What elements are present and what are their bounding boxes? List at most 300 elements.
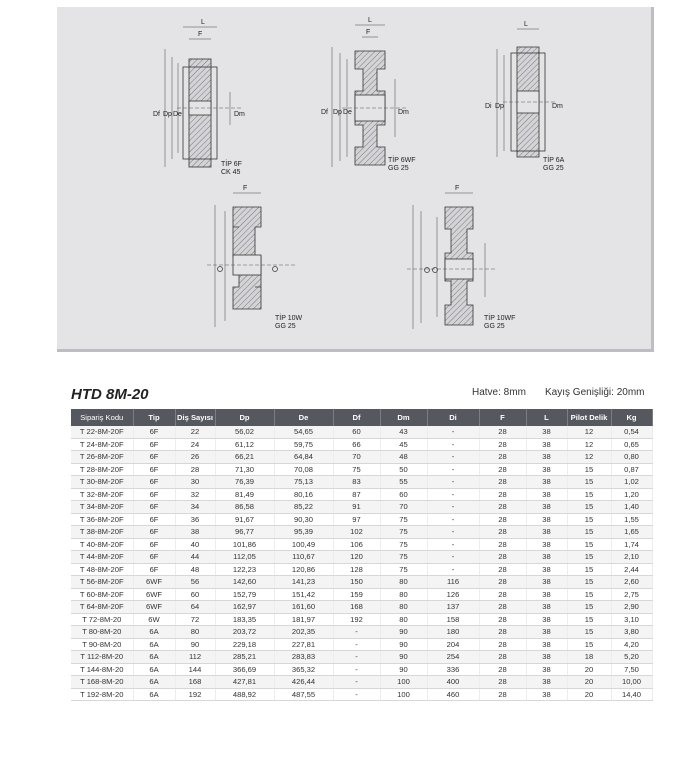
column-header: L — [526, 409, 567, 426]
table-cell: 110,67 — [274, 551, 333, 564]
label-tip-6a: TİP 6A GG 25 — [543, 157, 565, 172]
table-row — [71, 476, 652, 489]
table-cell: 38 — [526, 601, 567, 614]
table-cell: 15 — [567, 601, 611, 614]
column-header: Tip — [133, 409, 175, 426]
table-cell: 150 — [333, 576, 380, 589]
table-cell: 70 — [380, 501, 427, 514]
table-cell: - — [427, 501, 479, 514]
table-cell: 56 — [175, 576, 215, 589]
table-cell: 5,20 — [611, 651, 652, 664]
table-cell: 38 — [526, 638, 567, 651]
table-cell: 28 — [479, 451, 526, 464]
table-cell: 336 — [427, 663, 479, 676]
table-cell: 80 — [380, 601, 427, 614]
dim-di-3: Di — [485, 103, 492, 110]
table-cell: 86,58 — [215, 501, 274, 514]
table-cell: 116 — [427, 576, 479, 589]
table-cell: 183,35 — [215, 613, 274, 626]
table-cell: 285,21 — [215, 651, 274, 664]
table-cell: 12 — [567, 451, 611, 464]
table-cell: 1,74 — [611, 538, 652, 551]
dim-df-2: Df — [321, 109, 328, 116]
dim-l-2: L — [368, 17, 372, 24]
table-cell: T 60-8M-20F — [71, 588, 133, 601]
table-cell: 283,83 — [274, 651, 333, 664]
table-cell: 15 — [567, 501, 611, 514]
table-cell: 38 — [526, 663, 567, 676]
table-row — [71, 526, 652, 539]
table-cell: 38 — [526, 551, 567, 564]
label-tip-10w: TİP 10W GG 25 — [275, 315, 303, 330]
dim-f-4: F — [243, 185, 248, 192]
table-cell: - — [427, 476, 479, 489]
table-cell: 2,60 — [611, 576, 652, 589]
table-cell: 158 — [427, 613, 479, 626]
table-cell: 90 — [380, 663, 427, 676]
table-cell: 112 — [175, 651, 215, 664]
table-cell: 6A — [133, 688, 175, 701]
table-cell: 487,55 — [274, 688, 333, 701]
drawing-tip-6wf — [332, 25, 407, 167]
table-cell: 128 — [333, 563, 380, 576]
table-cell: 6F — [133, 513, 175, 526]
table-cell: T 44-8M-20F — [71, 551, 133, 564]
table-cell: 3,10 — [611, 613, 652, 626]
table-cell: 43 — [380, 426, 427, 438]
table-cell: 56,02 — [215, 426, 274, 438]
table-cell: 1,20 — [611, 488, 652, 501]
table-cell: 54,65 — [274, 426, 333, 438]
table-cell: 1,65 — [611, 526, 652, 539]
table-cell: 22 — [175, 426, 215, 438]
table-cell: 2,10 — [611, 551, 652, 564]
table-cell: 38 — [526, 626, 567, 639]
table-cell: T 168-8M-20 — [71, 676, 133, 689]
table-cell: 34 — [175, 501, 215, 514]
table-cell: 72 — [175, 613, 215, 626]
technical-drawings-panel — [57, 7, 654, 352]
table-cell: 6F — [133, 451, 175, 464]
table-cell: T 56-8M-20F — [71, 576, 133, 589]
drawing-tip-6f — [165, 27, 242, 167]
table-cell: 102 — [333, 526, 380, 539]
table-cell: 45 — [380, 438, 427, 451]
table-cell: 80 — [380, 576, 427, 589]
table-row — [71, 488, 652, 501]
table-cell: 60 — [380, 488, 427, 501]
table-cell: 91,67 — [215, 513, 274, 526]
table-cell: 112,05 — [215, 551, 274, 564]
table-cell: 6A — [133, 676, 175, 689]
table-cell: 28 — [479, 688, 526, 701]
table-cell: 15 — [567, 538, 611, 551]
table-cell: 90 — [380, 638, 427, 651]
table-cell: 152,79 — [215, 588, 274, 601]
table-cell: 120,86 — [274, 563, 333, 576]
table-cell: 168 — [333, 601, 380, 614]
table-cell: 50 — [380, 463, 427, 476]
table-cell: 15 — [567, 563, 611, 576]
table-cell: 38 — [526, 563, 567, 576]
table-cell: T 30-8M-20F — [71, 476, 133, 489]
column-header: F — [479, 409, 526, 426]
table-cell: 6F — [133, 488, 175, 501]
drawing-tip-6a — [497, 29, 557, 157]
table-cell: 426,44 — [274, 676, 333, 689]
table-cell: 151,42 — [274, 588, 333, 601]
dim-l: L — [201, 19, 205, 26]
table-cell: T 144-8M-20 — [71, 663, 133, 676]
table-cell: 28 — [479, 626, 526, 639]
dim-dp: Dp — [163, 111, 172, 118]
table-cell: 15 — [567, 638, 611, 651]
table-cell: 144 — [175, 663, 215, 676]
table-cell: 6F — [133, 551, 175, 564]
table-row — [71, 513, 652, 526]
table-cell: 28 — [479, 601, 526, 614]
table-cell: 0,65 — [611, 438, 652, 451]
table-cell: 192 — [333, 613, 380, 626]
table-cell: 28 — [479, 526, 526, 539]
table-cell: T 192-8M-20 — [71, 688, 133, 701]
table-cell: T 36-8M-20F — [71, 513, 133, 526]
table-cell: 48 — [175, 563, 215, 576]
table-cell: 38 — [526, 538, 567, 551]
table-cell: 90 — [380, 626, 427, 639]
table-cell: 38 — [175, 526, 215, 539]
table-cell: T 72-8M-20 — [71, 613, 133, 626]
table-cell: 90 — [175, 638, 215, 651]
table-row — [71, 538, 652, 551]
dim-dm-3: Dm — [552, 103, 563, 110]
table-cell: 6WF — [133, 576, 175, 589]
table-cell: 75 — [380, 563, 427, 576]
table-cell: 15 — [567, 588, 611, 601]
table-cell: 28 — [479, 576, 526, 589]
dim-dp-3: Dp — [495, 103, 504, 110]
table-cell: 6F — [133, 463, 175, 476]
table-cell: 181,97 — [274, 613, 333, 626]
table-cell: 38 — [526, 438, 567, 451]
table-cell: 15 — [567, 551, 611, 564]
table-cell: 38 — [526, 488, 567, 501]
column-header: Dp — [215, 409, 274, 426]
dim-df: Df — [153, 111, 160, 118]
table-cell: 38 — [526, 688, 567, 701]
table-cell: 96,77 — [215, 526, 274, 539]
table-cell: 15 — [567, 488, 611, 501]
table-cell: 28 — [479, 513, 526, 526]
table-cell: 28 — [479, 538, 526, 551]
table-cell: 75 — [333, 463, 380, 476]
table-cell: 126 — [427, 588, 479, 601]
table-cell: T 26-8M-20F — [71, 451, 133, 464]
table-cell: 2,44 — [611, 563, 652, 576]
table-cell: 90,30 — [274, 513, 333, 526]
table-cell: 38 — [526, 426, 567, 438]
table-cell: 6F — [133, 526, 175, 539]
table-cell: 28 — [479, 551, 526, 564]
product-title: HTD 8M-20 — [71, 386, 149, 403]
table-cell: 6A — [133, 626, 175, 639]
table-cell: - — [333, 663, 380, 676]
specs-table — [71, 409, 653, 701]
table-cell: 100,49 — [274, 538, 333, 551]
table-cell: 161,60 — [274, 601, 333, 614]
table-cell: 7,50 — [611, 663, 652, 676]
table-row — [71, 438, 652, 451]
table-cell: 254 — [427, 651, 479, 664]
table-cell: 168 — [175, 676, 215, 689]
table-cell: T 112-8M-20 — [71, 651, 133, 664]
table-cell: 38 — [526, 451, 567, 464]
table-cell: 14,40 — [611, 688, 652, 701]
table-cell: 400 — [427, 676, 479, 689]
table-cell: 1,40 — [611, 501, 652, 514]
table-cell: T 22-8M-20F — [71, 426, 133, 438]
table-cell: 32 — [175, 488, 215, 501]
table-cell: 24 — [175, 438, 215, 451]
dim-de-2: De — [343, 109, 352, 116]
table-cell: 106 — [333, 538, 380, 551]
table-cell: - — [427, 488, 479, 501]
table-cell: 15 — [567, 513, 611, 526]
table-cell: 28 — [479, 651, 526, 664]
table-cell: - — [427, 463, 479, 476]
table-cell: 6A — [133, 663, 175, 676]
table-cell: 64,84 — [274, 451, 333, 464]
dim-f-5: F — [455, 185, 460, 192]
table-cell: 75 — [380, 538, 427, 551]
table-cell: 6F — [133, 501, 175, 514]
table-cell: 229,18 — [215, 638, 274, 651]
table-cell: 83 — [333, 476, 380, 489]
table-cell: T 24-8M-20F — [71, 438, 133, 451]
table-cell: 91 — [333, 501, 380, 514]
table-cell: 28 — [479, 613, 526, 626]
table-cell: 122,23 — [215, 563, 274, 576]
table-cell: 97 — [333, 513, 380, 526]
table-cell: 15 — [567, 463, 611, 476]
table-cell: - — [333, 688, 380, 701]
table-cell: - — [427, 513, 479, 526]
table-cell: 28 — [479, 663, 526, 676]
table-row — [71, 626, 652, 639]
table-row — [71, 676, 652, 689]
belt-width-info: Kayış Genişliği: 20mm — [545, 387, 645, 398]
dim-dp-2: Dp — [333, 109, 342, 116]
table-cell: 38 — [526, 576, 567, 589]
table-cell: 3,80 — [611, 626, 652, 639]
table-cell: 6F — [133, 438, 175, 451]
table-cell: 48 — [380, 451, 427, 464]
table-cell: 365,32 — [274, 663, 333, 676]
table-cell: - — [333, 651, 380, 664]
pulley-drawings — [57, 7, 654, 352]
dim-f: F — [198, 31, 203, 38]
table-cell: 36 — [175, 513, 215, 526]
table-row — [71, 551, 652, 564]
table-cell: 15 — [567, 476, 611, 489]
table-row — [71, 638, 652, 651]
table-cell: T 40-8M-20F — [71, 538, 133, 551]
table-cell: 100 — [380, 676, 427, 689]
table-cell: 71,30 — [215, 463, 274, 476]
table-cell: T 38-8M-20F — [71, 526, 133, 539]
table-row — [71, 563, 652, 576]
table-cell: 0,54 — [611, 426, 652, 438]
table-cell: 75,13 — [274, 476, 333, 489]
table-cell: 203,72 — [215, 626, 274, 639]
table-cell: 38 — [526, 463, 567, 476]
table-cell: 366,69 — [215, 663, 274, 676]
table-cell: 80 — [380, 613, 427, 626]
table-cell: 12 — [567, 426, 611, 438]
table-row — [71, 426, 652, 438]
table-cell: 120 — [333, 551, 380, 564]
table-cell: 38 — [526, 651, 567, 664]
table-cell: 80,16 — [274, 488, 333, 501]
table-cell: 0,87 — [611, 463, 652, 476]
table-cell: 87 — [333, 488, 380, 501]
table-cell: 64 — [175, 601, 215, 614]
column-header: Sipariş Kodu — [71, 409, 133, 426]
dim-de: De — [173, 111, 182, 118]
table-cell: 85,22 — [274, 501, 333, 514]
table-cell: 15 — [567, 626, 611, 639]
table-cell: 80 — [175, 626, 215, 639]
table-cell: 60 — [175, 588, 215, 601]
table-cell: 6WF — [133, 588, 175, 601]
table-cell: 15 — [567, 576, 611, 589]
table-cell: T 48-8M-20F — [71, 563, 133, 576]
table-cell: - — [427, 438, 479, 451]
table-row — [71, 463, 652, 476]
table-cell: 204 — [427, 638, 479, 651]
table-cell: 28 — [479, 676, 526, 689]
table-cell: 30 — [175, 476, 215, 489]
table-cell: 6F — [133, 426, 175, 438]
table-cell: T 80-8M-20 — [71, 626, 133, 639]
table-cell: - — [333, 676, 380, 689]
table-cell: T 32-8M-20F — [71, 488, 133, 501]
column-header: Dm — [380, 409, 427, 426]
table-cell: 15 — [567, 526, 611, 539]
table-cell: 70 — [333, 451, 380, 464]
table-row — [71, 613, 652, 626]
table-cell: 6A — [133, 638, 175, 651]
column-header: Pilot Delik — [567, 409, 611, 426]
table-cell: 90 — [380, 651, 427, 664]
table-cell: 15 — [567, 613, 611, 626]
table-cell: 159 — [333, 588, 380, 601]
table-cell: 202,35 — [274, 626, 333, 639]
table-row — [71, 663, 652, 676]
label-tip-10wf: TİP 10WF GG 25 — [484, 315, 516, 330]
dim-f-2: F — [366, 29, 371, 36]
column-header: De — [274, 409, 333, 426]
table-cell: 1,02 — [611, 476, 652, 489]
table-cell: 38 — [526, 501, 567, 514]
table-cell: 227,81 — [274, 638, 333, 651]
table-cell: 28 — [479, 476, 526, 489]
table-cell: - — [427, 551, 479, 564]
table-cell: 44 — [175, 551, 215, 564]
table-cell: 6F — [133, 563, 175, 576]
table-cell: 38 — [526, 476, 567, 489]
table-cell: 70,08 — [274, 463, 333, 476]
table-cell: 28 — [479, 426, 526, 438]
table-cell: 0,80 — [611, 451, 652, 464]
table-cell: 1,55 — [611, 513, 652, 526]
table-cell: 141,23 — [274, 576, 333, 589]
dim-dm-2: Dm — [398, 109, 409, 116]
label-tip-6f: TİP 6F CK 45 — [221, 161, 242, 176]
table-cell: 488,92 — [215, 688, 274, 701]
table-cell: 6F — [133, 476, 175, 489]
table-cell: 28 — [479, 463, 526, 476]
table-cell: 60 — [333, 426, 380, 438]
table-cell: 28 — [479, 588, 526, 601]
table-cell: 28 — [479, 638, 526, 651]
table-cell: 66,21 — [215, 451, 274, 464]
table-cell: 95,39 — [274, 526, 333, 539]
table-cell: 20 — [567, 663, 611, 676]
table-cell: 142,60 — [215, 576, 274, 589]
table-cell: 2,90 — [611, 601, 652, 614]
table-cell: 81,49 — [215, 488, 274, 501]
dim-l-3: L — [524, 21, 528, 28]
table-cell: T 34-8M-20F — [71, 501, 133, 514]
table-cell: 75 — [380, 513, 427, 526]
table-cell: 38 — [526, 513, 567, 526]
table-cell: T 28-8M-20F — [71, 463, 133, 476]
drawing-tip-10w — [207, 193, 297, 327]
table-cell: 28 — [479, 501, 526, 514]
table-cell: 38 — [526, 526, 567, 539]
table-cell: 4,20 — [611, 638, 652, 651]
label-tip-6wf: TİP 6WF GG 25 — [388, 157, 416, 172]
table-cell: 38 — [526, 676, 567, 689]
table-cell: 26 — [175, 451, 215, 464]
table-header-row — [71, 409, 652, 426]
table-cell: - — [427, 563, 479, 576]
table-cell: 162,97 — [215, 601, 274, 614]
table-row — [71, 501, 652, 514]
table-cell: - — [427, 526, 479, 539]
table-cell: T 64-8M-20F — [71, 601, 133, 614]
table-cell: - — [333, 626, 380, 639]
table-cell: 28 — [479, 563, 526, 576]
table-cell: 2,75 — [611, 588, 652, 601]
table-row — [71, 576, 652, 589]
table-cell: 38 — [526, 613, 567, 626]
table-cell: 28 — [479, 438, 526, 451]
table-row — [71, 588, 652, 601]
table-cell: 28 — [175, 463, 215, 476]
table-cell: 6W — [133, 613, 175, 626]
table-row — [71, 451, 652, 464]
table-cell: 61,12 — [215, 438, 274, 451]
table-cell: 80 — [380, 588, 427, 601]
table-cell: 137 — [427, 601, 479, 614]
dim-dm: Dm — [234, 111, 245, 118]
column-header: Di — [427, 409, 479, 426]
table-cell: 20 — [567, 676, 611, 689]
table-cell: 76,39 — [215, 476, 274, 489]
table-cell: 66 — [333, 438, 380, 451]
